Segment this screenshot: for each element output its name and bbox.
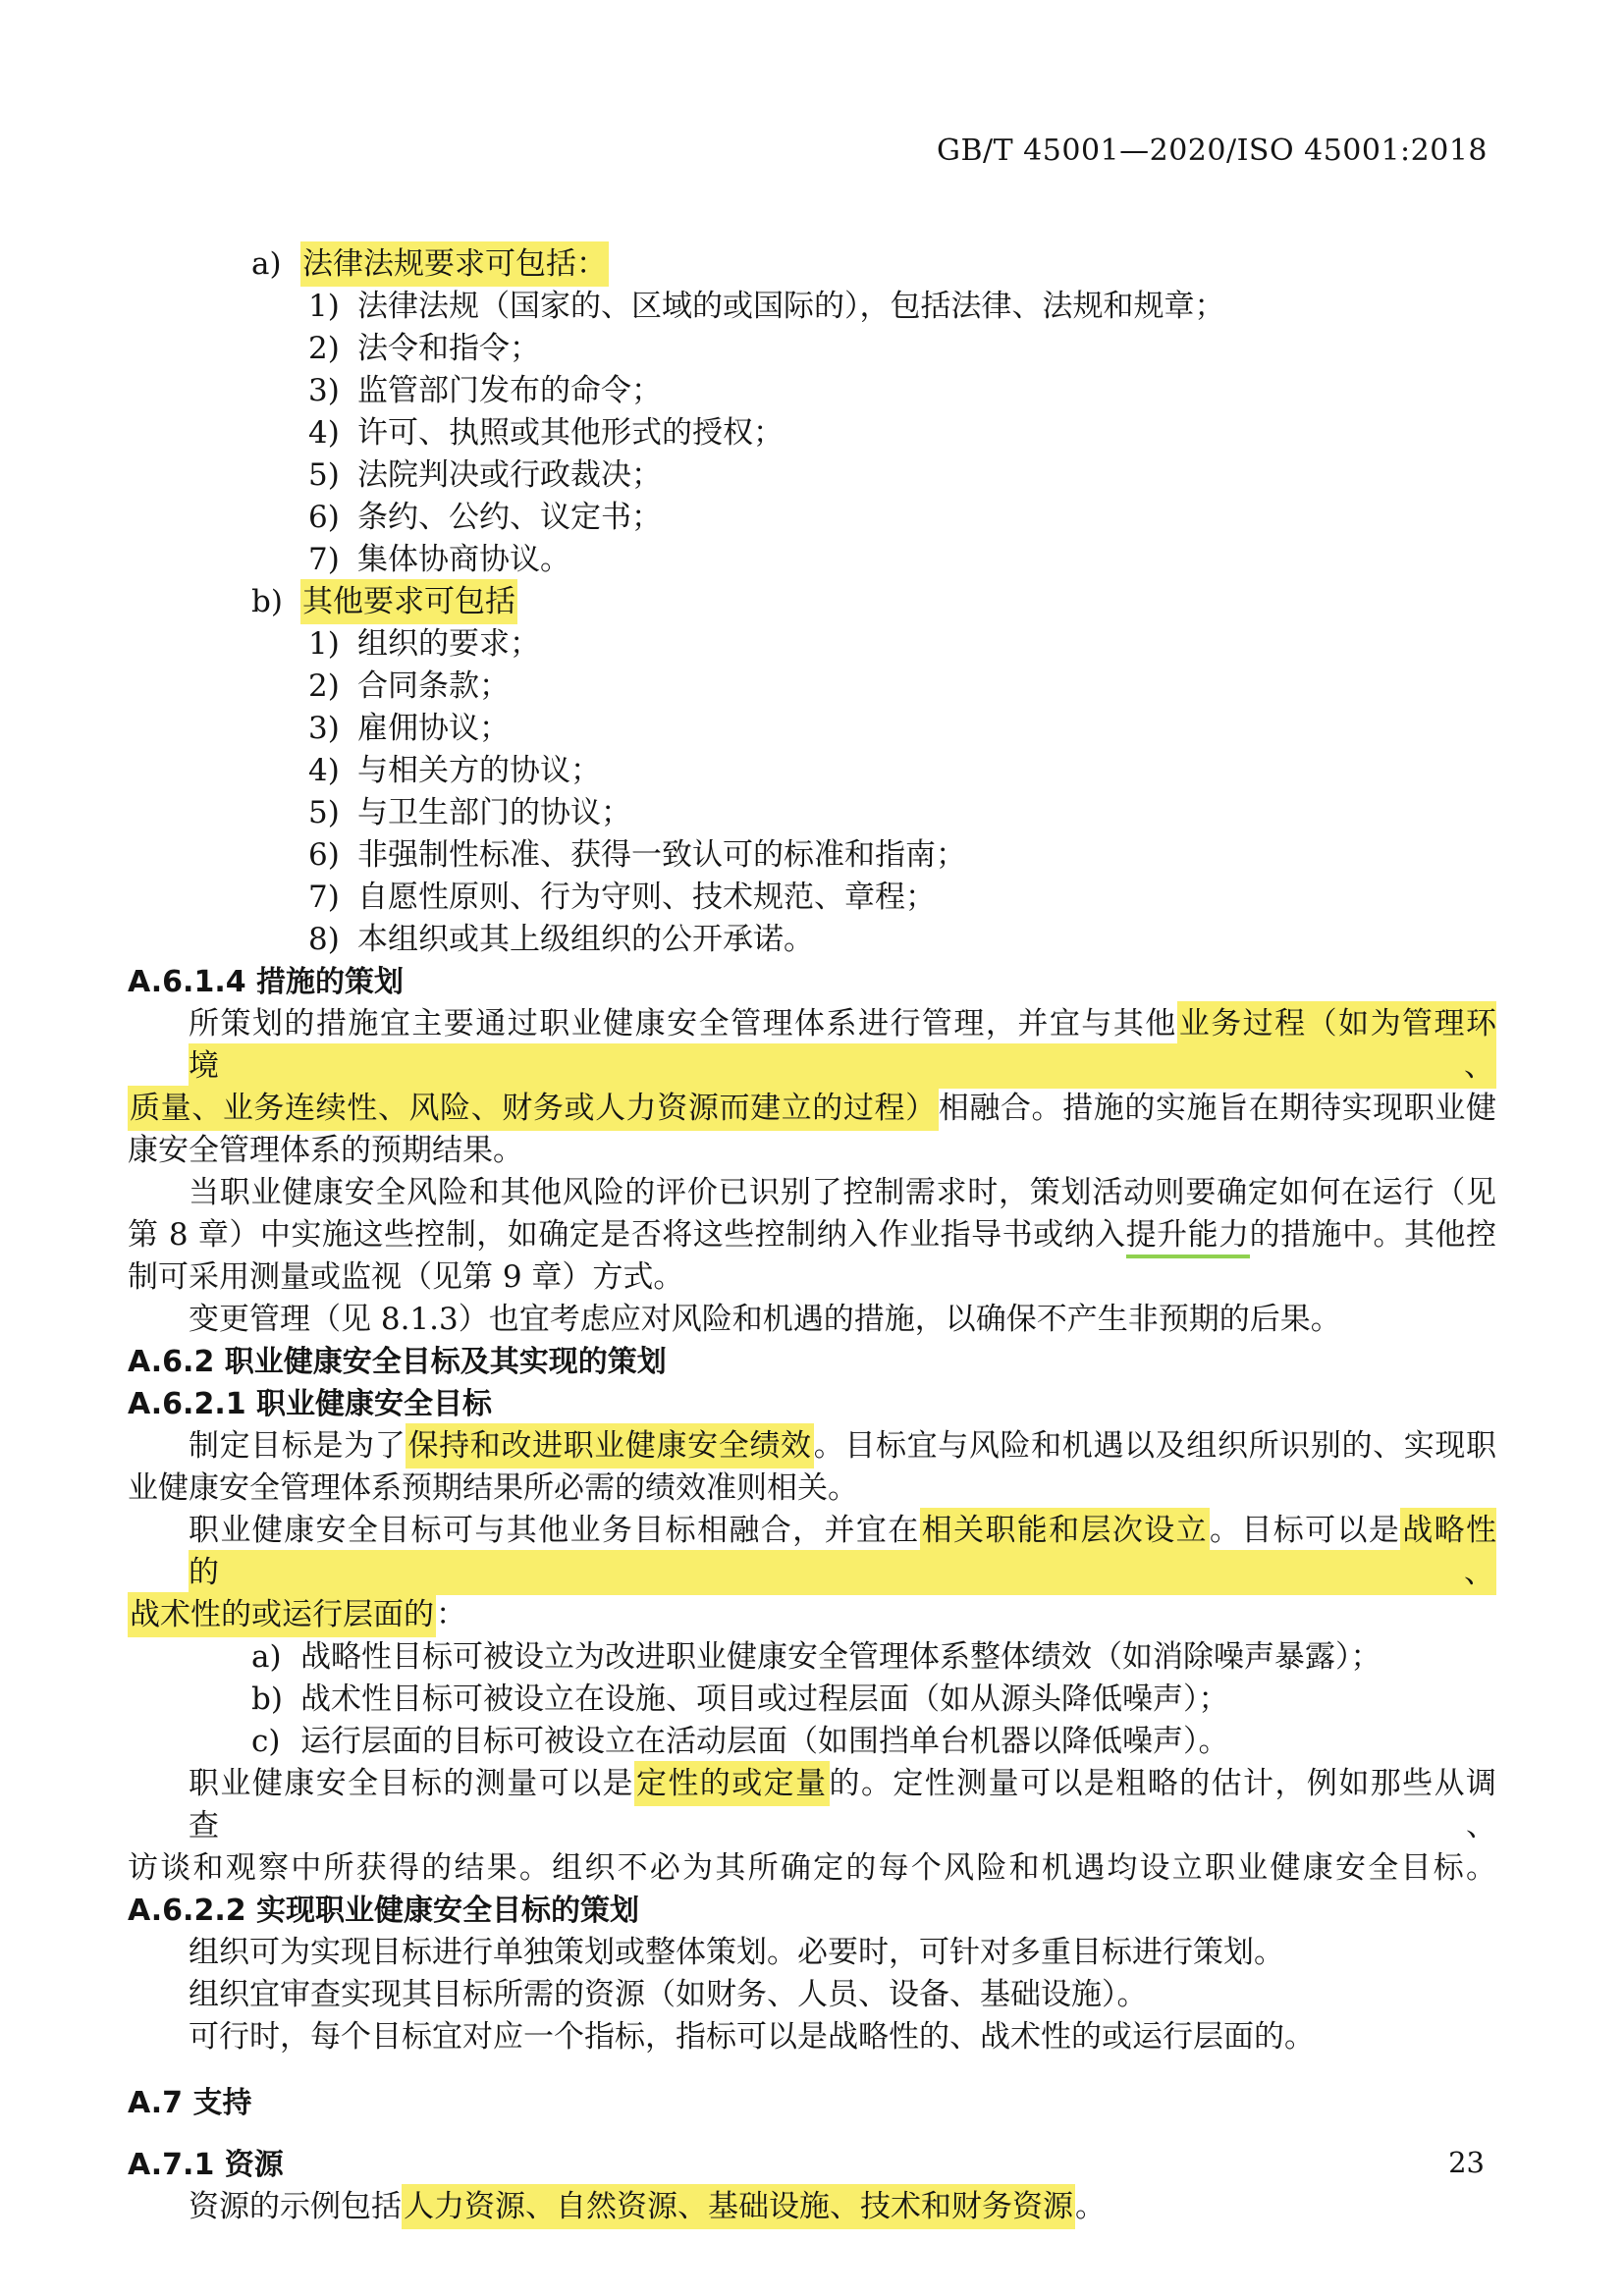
text-line [128, 792, 1496, 834]
text-segment: 集体协商协议。 [357, 542, 570, 577]
text-segment: 相融合。措施的实施旨在期待实现职业健 [938, 1091, 1496, 1126]
text-segment: 第 8 章）中实施这些控制，如确定是否将这些控制纳入作业指导书或纳入 [128, 1217, 1126, 1253]
text-segment: 的措施中。其他控 [1249, 1217, 1497, 1253]
highlighted-text: 定性的或定量 [634, 1761, 830, 1806]
text-segment: A.6.2.1 职业健康安全目标 [128, 1387, 493, 1421]
text-line [128, 877, 1496, 919]
highlighted-text: 战略性的、 [189, 1508, 1496, 1595]
text-segment: ： [436, 1597, 466, 1632]
text-segment: 制可采用测量或监视（见第 9 章）方式。 [128, 1259, 684, 1295]
text-segment: 所策划的措施宜主要通过职业健康安全管理体系进行管理，并宜与其他 [189, 1006, 1177, 1041]
text-segment: 访谈和观察中所获得的结果。组织不必为其所确定的每个风险和机遇均设立职业健康安全目标。 [128, 1850, 1496, 1886]
text-segment: 变更管理（见 8.1.3）也宜考虑应对风险和机遇的措施，以确保不产生非预期的后果。 [189, 1302, 1341, 1337]
list-marker: b) [251, 584, 283, 619]
list-marker: 6) [308, 500, 340, 535]
text-segment: 职业健康安全目标可与其他业务目标相融合，并宜在 [189, 1513, 920, 1548]
text-segment: A.7.1 资源 [128, 2148, 284, 2182]
text-segment: 。 [1075, 2189, 1106, 2224]
text-segment: A.6.1.4 措施的策划 [128, 965, 405, 999]
text-segment: 与卫生部门的协议； [357, 795, 631, 830]
text-segment: 合同条款； [357, 668, 510, 704]
text-segment: 战术性目标可被设立在设施、项目或过程层面（如从源头降低噪声）； [300, 1682, 1229, 1717]
list-marker: 8) [308, 922, 340, 957]
highlighted-text: 法律法规要求可包括： [300, 241, 609, 287]
highlighted-text: 业务过程（如为管理环境、 [189, 1001, 1496, 1089]
list-marker: 7) [308, 880, 340, 915]
section-heading [128, 1383, 1496, 1425]
highlighted-text: 战术性的或运行层面的 [128, 1592, 436, 1637]
text-segment: 组织可为实现目标进行单独策划或整体策划。必要时，可针对多重目标进行策划。 [189, 1935, 1284, 1970]
highlighted-text: 保持和改进职业健康安全绩效 [406, 1423, 813, 1468]
text-segment: 可行时，每个目标宜对应一个指标，指标可以是战略性的、战术性的或运行层面的。 [189, 2019, 1315, 2055]
list-marker: 3) [308, 711, 340, 746]
highlighted-text: 质量、业务连续性、风险、财务或人力资源而建立的过程） [128, 1086, 939, 1131]
list-marker: b) [251, 1682, 283, 1717]
text-segment: 法令和指令； [357, 331, 540, 366]
text-segment: 业健康安全管理体系预期结果所必需的绩效准则相关。 [128, 1470, 858, 1506]
text-segment: 组织的要求； [357, 626, 540, 662]
text-line [128, 2186, 1496, 2228]
list-marker: 1) [308, 626, 340, 662]
text-line [128, 412, 1496, 454]
list-marker: 5) [308, 457, 340, 493]
text-segment: 法律法规（国家的、区域的或国际的），包括法律、法规和规章； [357, 289, 1225, 324]
list-marker: 3) [308, 373, 340, 408]
text-line [128, 1256, 1496, 1299]
text-line [128, 286, 1496, 328]
list-marker: 2) [308, 668, 340, 704]
text-segment: 与相关方的协议； [357, 753, 601, 788]
text-segment: 的。定性测量可以是粗略的估计，例如那些从调查、 [189, 1766, 1497, 1843]
highlighted-text: 其他要求可包括 [300, 579, 517, 624]
section-heading [128, 1890, 1496, 1932]
text-line [128, 1130, 1496, 1172]
list-marker: a) [251, 246, 282, 282]
text-line [128, 1299, 1496, 1341]
text-segment: 组织宜审查实现其目标所需的资源（如财务、人员、设备、基础设施）。 [189, 1977, 1148, 2012]
text-line [128, 750, 1496, 792]
text-line [128, 581, 1496, 623]
section-heading [128, 2082, 1496, 2124]
text-line [128, 1510, 1496, 1594]
text-segment: 资源的示例包括 [189, 2189, 402, 2224]
text-line [128, 1214, 1496, 1256]
highlighted-text: 相关职能和层次设立 [920, 1508, 1210, 1553]
document-content [128, 243, 1496, 2228]
text-segment: 本组织或其上级组织的公开承诺。 [357, 922, 814, 957]
list-marker: 5) [308, 795, 340, 830]
text-line [128, 370, 1496, 412]
list-marker: a) [251, 1639, 282, 1675]
text-segment: 。目标宜与风险和机遇以及组织所识别的、实现职 [813, 1428, 1497, 1464]
text-line [128, 1679, 1496, 1721]
text-segment: 许可、执照或其他形式的授权； [357, 415, 784, 451]
text-line [128, 243, 1496, 286]
text-line [128, 539, 1496, 581]
list-marker: c) [251, 1724, 281, 1759]
text-line [128, 497, 1496, 539]
text-line [128, 1974, 1496, 2016]
text-line [128, 1847, 1496, 1890]
section-heading [128, 1341, 1496, 1383]
text-segment: 职业健康安全目标的测量可以是 [189, 1766, 634, 1801]
text-line [128, 1468, 1496, 1510]
text-segment: 战略性目标可被设立为改进职业健康安全管理体系整体绩效（如消除噪声暴露）； [300, 1639, 1381, 1675]
text-segment: 自愿性原则、行为守则、技术规范、章程； [357, 880, 936, 915]
text-line [128, 623, 1496, 666]
text-line [128, 1636, 1496, 1679]
text-line [128, 328, 1496, 370]
text-segment: A.7 支持 [128, 2086, 252, 2120]
text-line [128, 2016, 1496, 2058]
text-line [128, 1425, 1496, 1468]
text-segment: 。目标可以是 [1210, 1513, 1401, 1548]
text-line [128, 834, 1496, 877]
text-segment: 法院判决或行政裁决； [357, 457, 662, 493]
highlighted-text: 人力资源、自然资源、基础设施、技术和财务资源 [402, 2184, 1075, 2229]
text-segment: 康安全管理体系的预期结果。 [128, 1133, 523, 1168]
text-line [128, 1003, 1496, 1088]
section-heading [128, 961, 1496, 1003]
text-segment: 非强制性标准、获得一致认可的标准和指南； [357, 837, 966, 873]
text-segment: A.6.2.2 实现职业健康安全目标的策划 [128, 1894, 640, 1928]
text-line [128, 1172, 1496, 1214]
text-line [128, 708, 1496, 750]
text-segment: A.6.2 职业健康安全目标及其实现的策划 [128, 1345, 667, 1379]
text-segment: 当职业健康安全风险和其他风险的评价已识别了控制需求时，策划活动则要确定如何在运行（见 [189, 1175, 1496, 1210]
text-segment: 监管部门发布的命令； [357, 373, 662, 408]
text-segment: 雇佣协议； [357, 711, 510, 746]
page-number: 23 [1448, 2146, 1485, 2179]
list-marker: 7) [308, 542, 340, 577]
list-marker: 4) [308, 753, 340, 788]
text-segment: 运行层面的目标可被设立在活动层面（如围挡单台机器以降低噪声）。 [300, 1724, 1229, 1759]
text-line [128, 1763, 1496, 1847]
text-line [128, 1721, 1496, 1763]
text-segment: 制定目标是为了 [189, 1428, 406, 1464]
underlined-text: 提升能力 [1126, 1217, 1250, 1258]
list-marker: 6) [308, 837, 340, 873]
text-line [128, 1088, 1496, 1130]
text-line [128, 1594, 1496, 1636]
text-line [128, 1932, 1496, 1974]
text-segment: 条约、公约、议定书； [357, 500, 662, 535]
text-line [128, 454, 1496, 497]
standard-number-header: GB/T 45001—2020/ISO 45001:2018 [937, 133, 1488, 168]
text-line [128, 666, 1496, 708]
text-line [128, 919, 1496, 961]
list-marker: 1) [308, 289, 340, 324]
section-heading [128, 2144, 1496, 2186]
list-marker: 2) [308, 331, 340, 366]
list-marker: 4) [308, 415, 340, 451]
